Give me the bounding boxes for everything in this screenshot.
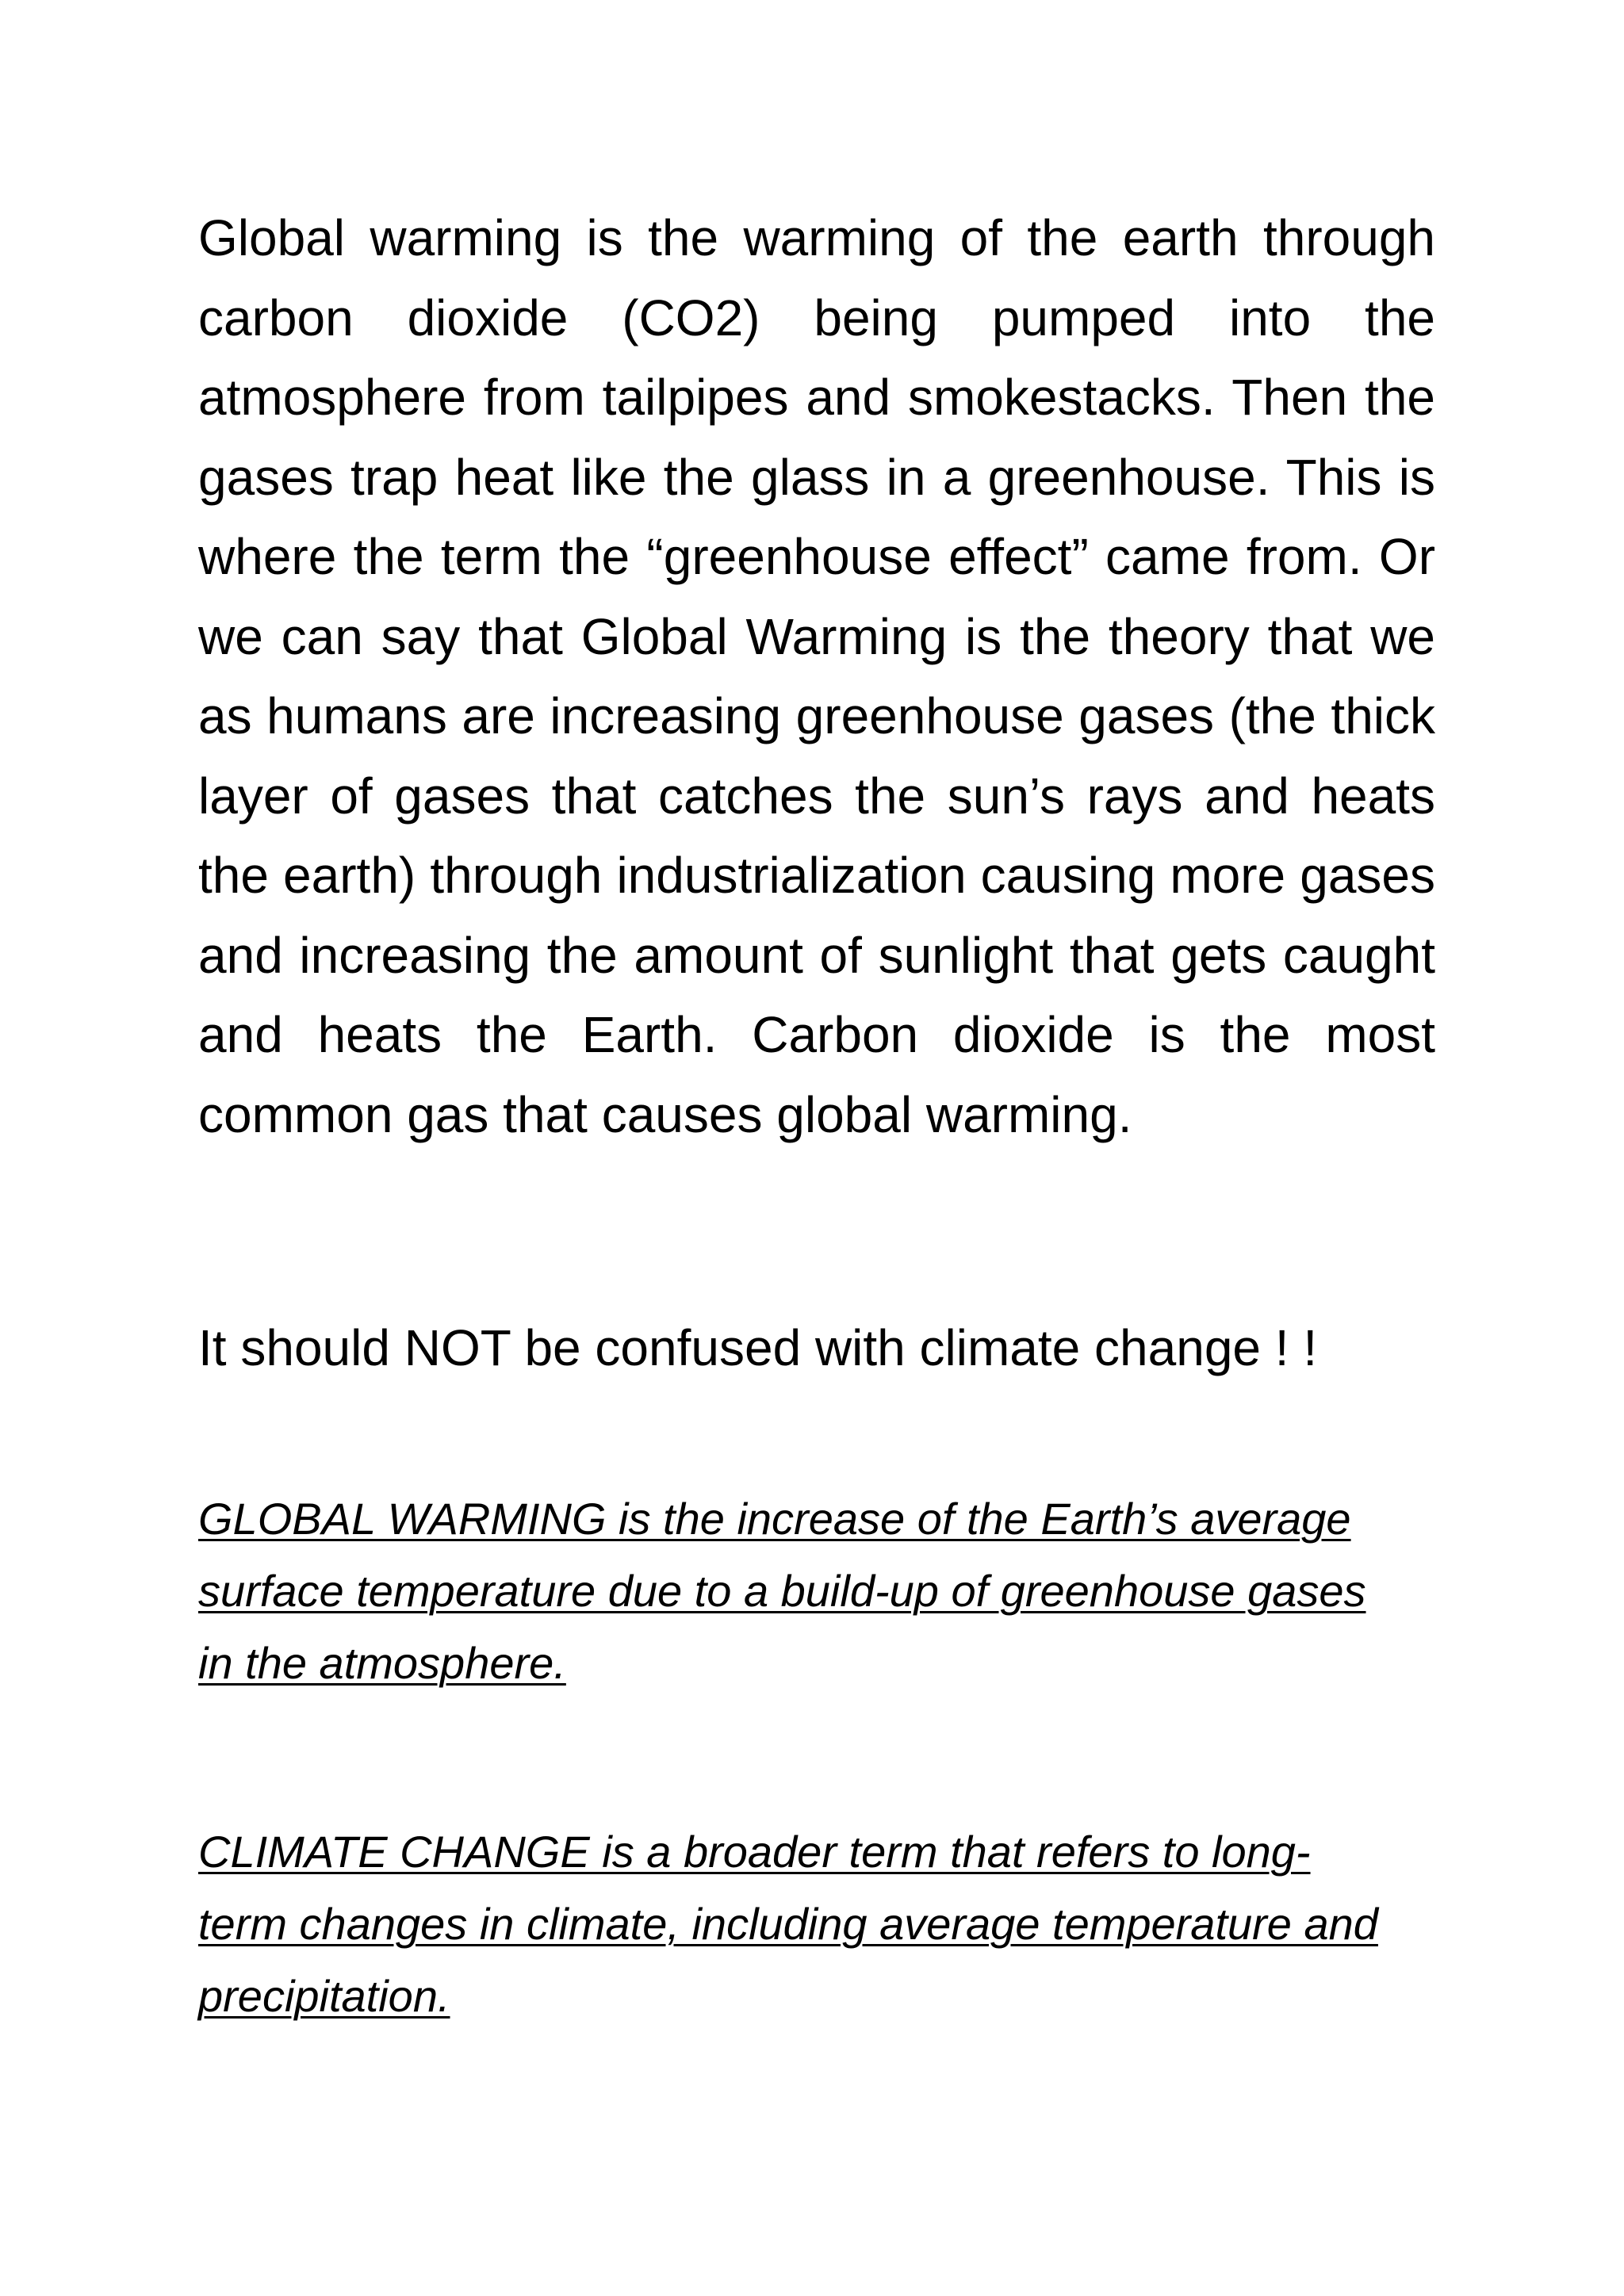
- document-content: [198, 198, 1435, 2021]
- warning-statement: It should NOT be confused with climate change ! !: [198, 1319, 1318, 1376]
- definition-climate-change: CLIMATE CHANGE is a broader term that refers to long-term changes in climate, including average temperature and precipitation.: [198, 1827, 1378, 2021]
- definition-global-warming: GLOBAL WARMING is the increase of the Earth’s average surface temperature due to a build-up of greenhouse gases in the atmosphere.: [198, 1494, 1366, 1688]
- intro-paragraph: Global warming is the warming of the earth through carbon dioxide (CO2) being pumped into the atmosphere from tailpipes and smokestacks. Then the gases trap heat like the glass in a greenhouse. This is where the term the “greenhouse effect” came from. Or we can say that Global Warming is the theory that we as humans are increasing greenhouse gases (the thick layer of gases that catches the sun’s rays and heats the earth) through industrialization causing more gases and increasing the amount of sunlight that gets caught and heats the Earth. Carbon dioxide is the most common gas that causes global warming.: [198, 209, 1435, 1143]
